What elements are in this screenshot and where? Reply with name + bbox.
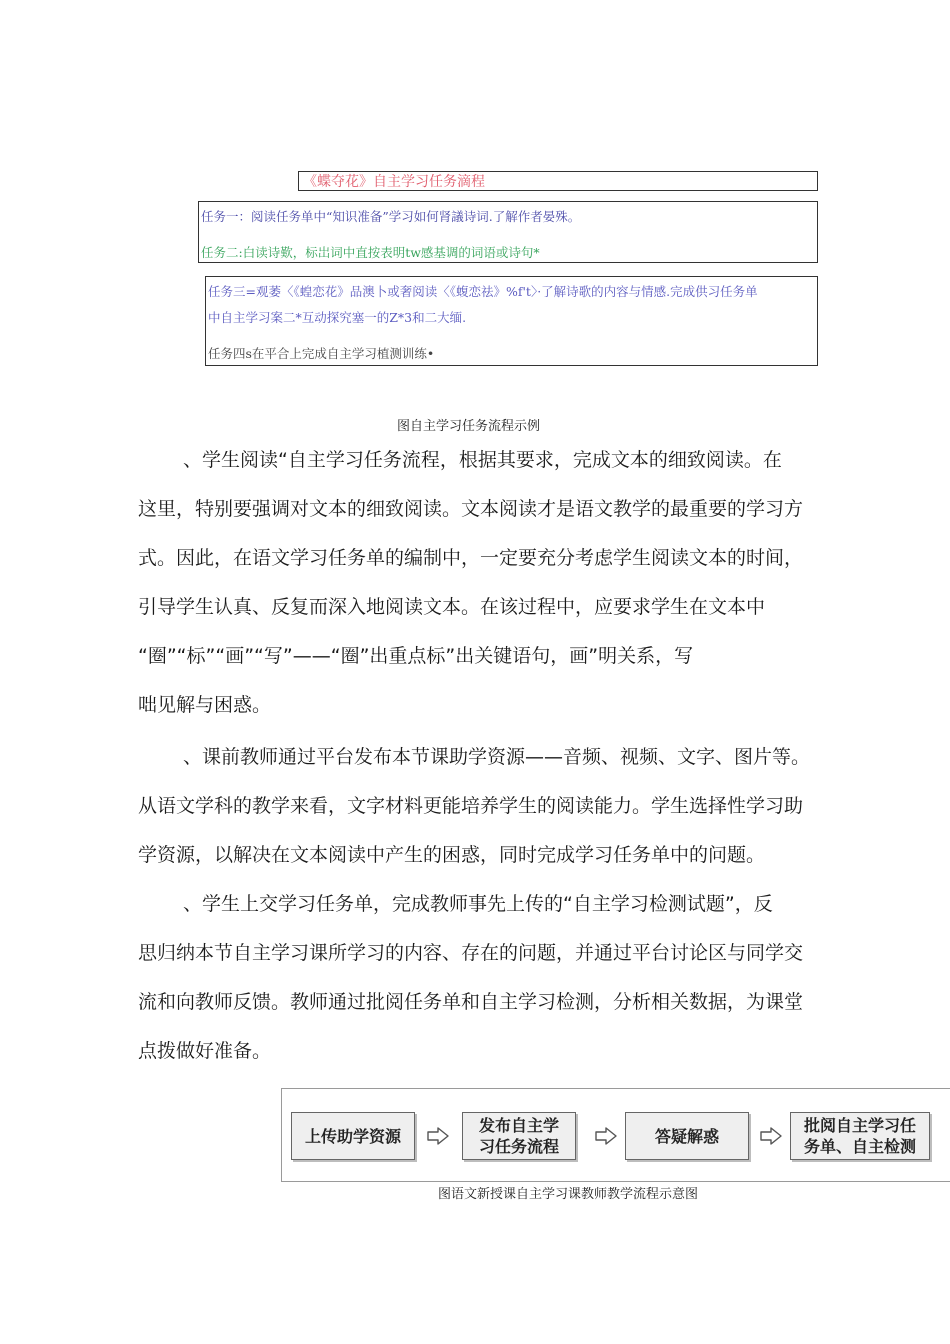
paragraph-line: 、学生上交学习任务单，完成教师事先上传的“自主学习检测试题”，反	[183, 893, 773, 915]
paragraph-line: 式。因此，在语文学习任务单的编制中，一定要充分考虑学生阅读文本的时间，	[138, 547, 804, 569]
paragraph-line: 引导学生认真、反复而深入地阅读文本。在该过程中，应要求学生在文本中	[138, 596, 766, 618]
hollow-right-arrow-icon	[760, 1127, 782, 1145]
task-one-text: 任务一：阅读任务单中“知识准备”学习如何肾議诗词.了解作者晏殊。	[201, 209, 581, 224]
flow-step-upload-resources	[291, 1112, 415, 1160]
hollow-right-arrow-icon	[427, 1127, 449, 1145]
paragraph-student-reading	[138, 436, 828, 730]
flow-step-answer-questions	[625, 1112, 749, 1160]
paragraph-line: 从语文学科的教学来看，文字材料更能培养学生的阅读能力。学生选择性学习助	[138, 795, 804, 817]
task-flow-title-box	[298, 171, 818, 191]
paragraph-teacher-resources	[138, 733, 828, 880]
flow-step-review-tasks	[790, 1112, 930, 1160]
task-four-text: 任务四s在平合上完成自主学习植测训练•	[208, 346, 435, 361]
task-two-text: 任务二:白读诗歎，标岀词中直按表明tw感基调的词语或诗句*	[201, 245, 540, 260]
paragraph-line: 、学生阅读“自主学习任务流程，根据其要求，完成文本的细致阅读。在	[183, 449, 782, 471]
paragraph-line: 学资源，以解决在文本阅读中产生的困惑，同时完成学习任务单中的问题。	[138, 844, 766, 866]
paragraph-line: 咄见解与困惑。	[138, 694, 272, 716]
task-box-one-two	[198, 201, 818, 263]
figure1-caption: 图自主学习任务流程示例	[397, 419, 541, 434]
task-three-text-line2: 中自主学习案二*互动探究塞一的Z*3和二大缅.	[208, 310, 467, 325]
paragraph-line: 点拨做好准备。	[138, 1040, 272, 1062]
flow-step-label: 上传助学资源	[304, 1126, 401, 1146]
flow-step-label: 批阅自主学习任 务单、自主检测	[803, 1116, 916, 1156]
flow-step-label: 答疑解惑	[654, 1126, 719, 1146]
flow-step-publish-task-flow	[462, 1112, 576, 1160]
paragraph-line: 思归纳本节自主学习课所学习的内容、存在的问题，并通过平台讨论区与同学交	[138, 942, 804, 964]
paragraph-line: 、课前教师通过平台发布本节课助学资源——音频、视频、文字、图片等。	[183, 746, 811, 768]
teacher-flow-diagram	[281, 1088, 950, 1182]
paragraph-line: “圈”“标”“画”“写”——“圈”出重点标”出关键语句，画”明关系，写	[138, 645, 694, 667]
task-box-three-four	[205, 276, 818, 366]
figure2-caption: 图语文新授课自主学习课教师教学流程示意图	[438, 1187, 699, 1202]
task-three-text-line1: 任务三=观萎〈《蝗恋花》品澳卜或奢阅读〈《蝮恋祛》%f't〉·了解诗歌的内容与情感.完成供习任务单	[208, 284, 758, 299]
flow-step-label: 发布自主学 习任务流程	[478, 1116, 559, 1156]
paragraph-line: 这里，特别要强调对文本的细致阅读。文本阅读才是语文教学的最重要的学习方	[138, 498, 804, 520]
hollow-right-arrow-icon	[595, 1127, 617, 1145]
task-flow-title: 《蝶夺花》自主学习任务滴程	[303, 174, 485, 190]
paragraph-line: 流和向教师反馈。教师通过批阅任务单和自主学习检测，分析相关数据，为课堂	[138, 991, 804, 1013]
paragraph-submit-tasks	[138, 880, 828, 1076]
